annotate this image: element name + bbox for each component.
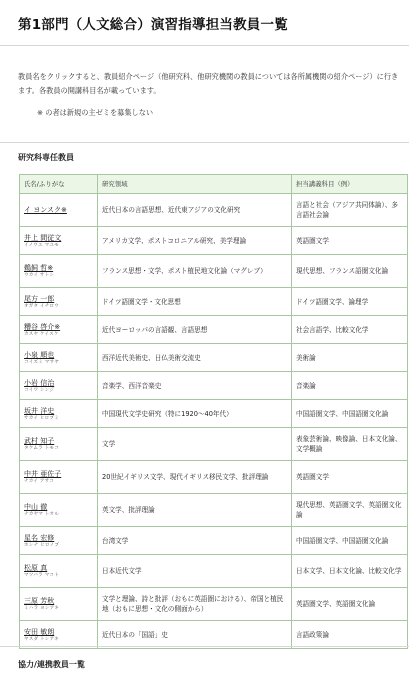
- field-cell: 文学と理論、詩と批評（おもに英語圏における）、帝国と植民地（おもに思想・文化の側面から）: [98, 588, 292, 621]
- field-cell: 近代日本の「国語」史: [98, 621, 292, 649]
- courses-cell: 中国語圏文学、中国語圏文化論: [292, 400, 408, 428]
- table-row: [20, 400, 408, 428]
- name-cell: [20, 400, 98, 428]
- courses-cell: 日本文学、日本文化論、比較文化学: [292, 555, 408, 588]
- courses-cell: 表象芸術論、映像論、日本文化論、文学概論: [292, 428, 408, 461]
- faculty-name-kana: ナカヤマ トオル: [24, 512, 59, 517]
- courses-cell: 言語と社会（アジア共同体論）、多言語社会論: [292, 194, 408, 227]
- name-cell: [20, 194, 98, 227]
- name-cell: [20, 255, 98, 288]
- faculty-name-kana: ウカイ サトシ: [24, 273, 55, 278]
- faculty-name-kana: ナカイ アサコ: [24, 479, 55, 484]
- name-cell: [20, 288, 98, 316]
- faculty-name-link[interactable]: 鵜飼 哲※: [24, 264, 54, 272]
- header-courses: 担当講義科目（例）: [292, 175, 408, 194]
- table-row: [20, 255, 408, 288]
- name-cell: [20, 621, 98, 649]
- faculty-name-kana: ミハラ ヨシアキ: [24, 606, 60, 611]
- name-cell: [20, 494, 98, 527]
- faculty-name-link[interactable]: 安田 敏朗: [24, 627, 55, 636]
- recruitment-note: ※ の者は新規の主ゼミを募集しない: [37, 108, 154, 117]
- header-name: 氏名/ふりがな: [20, 175, 98, 194]
- faculty-name-link[interactable]: 小泉 順也: [24, 350, 55, 359]
- courses-cell: 現代思想、英語圏文学、英語圏文化論: [292, 494, 408, 527]
- table-row: [20, 316, 408, 344]
- faculty-name-link[interactable]: 小岩 信治: [24, 378, 55, 387]
- faculty-name-link[interactable]: 尾方 一郎: [24, 294, 55, 303]
- faculty-name-kana: コイワ シンジ: [24, 387, 55, 393]
- name-cell: [20, 372, 98, 400]
- faculty-name-kana: ホシナ ヒロノブ: [24, 542, 60, 548]
- table-row: [20, 494, 408, 527]
- name-cell: [20, 227, 98, 255]
- name-cell: [20, 527, 98, 555]
- field-cell: 近代日本の言語思想、近代東アジアの文化研究: [98, 194, 292, 227]
- table-row: [20, 288, 408, 316]
- courses-cell: 社会言語学、比較文化学: [292, 316, 408, 344]
- bottom-section-divider: [0, 646, 409, 647]
- section-heading-research-faculty: 研究科専任教員: [18, 153, 74, 162]
- table-row: [20, 527, 408, 555]
- field-cell: 音楽学、西洋音楽史: [98, 372, 292, 400]
- courses-cell: 英語圏文学: [292, 461, 408, 494]
- faculty-name-link[interactable]: 星名 宏修: [24, 533, 55, 542]
- name-cell: [20, 428, 98, 461]
- faculty-name-link[interactable]: 糟谷 啓介※: [24, 322, 61, 331]
- faculty-name-link[interactable]: 武村 知子: [24, 437, 55, 445]
- table-row: [20, 344, 408, 372]
- header-field: 研究領域: [98, 175, 292, 194]
- name-cell: [20, 588, 98, 621]
- name-cell: [20, 316, 98, 344]
- faculty-name-link[interactable]: 井上 間従文: [24, 233, 62, 242]
- faculty-name-kana: コイズミ マサヤ: [24, 359, 60, 365]
- table-row: [20, 588, 408, 621]
- courses-cell: ドイツ語圏文学、論理学: [292, 288, 408, 316]
- faculty-name-link[interactable]: 三原 芳秋: [24, 597, 55, 605]
- field-cell: ドイツ語圏文学・文化思想: [98, 288, 292, 316]
- field-cell: 日本近代文学: [98, 555, 292, 588]
- faculty-name-kana: サカイ ヒロブミ: [24, 415, 59, 421]
- table-row: [20, 428, 408, 461]
- field-cell: 英文学、批評理論: [98, 494, 292, 527]
- courses-cell: 中国語圏文学、中国語圏文化論: [292, 527, 408, 555]
- section-heading-cooperating-faculty: 協力/連携教員一覧: [18, 660, 85, 669]
- name-cell: [20, 344, 98, 372]
- faculty-name-link[interactable]: 坂井 洋史: [24, 406, 55, 415]
- field-cell: 西洋近代美術史、日仏美術交流史: [98, 344, 292, 372]
- field-cell: 文学: [98, 428, 292, 461]
- faculty-name-link[interactable]: イ ヨンスク※: [24, 206, 67, 214]
- faculty-name-kana: イノウエ マユモ: [24, 242, 59, 248]
- faculty-name-kana: カスヤ ケイスケ: [24, 331, 59, 337]
- section-divider: [0, 142, 409, 143]
- faculty-name-kana: オガタ イチロウ: [24, 303, 60, 309]
- courses-cell: 英語圏文学、英語圏文化論: [292, 588, 408, 621]
- table-row: [20, 461, 408, 494]
- faculty-name-link[interactable]: 松原 真: [24, 564, 48, 572]
- table-header-row: [20, 175, 408, 194]
- name-cell: [20, 555, 98, 588]
- courses-cell: 音楽論: [292, 372, 408, 400]
- intro-text: 教員名をクリックすると、教員紹介ページ（他研究科、他研究機関の教員については各所属機関の紹介ページ）に行きます。各教員の開講科目名が載っています。: [18, 72, 399, 95]
- field-cell: 近代ヨーロッパの言語観、言語思想: [98, 316, 292, 344]
- faculty-name-link[interactable]: 中山 徹: [24, 503, 48, 511]
- table-row: [20, 621, 408, 649]
- faculty-name-kana: タケムラ トモコ: [24, 446, 59, 451]
- field-cell: フランス思想・文学、ポスト植民地文化論（マグレブ）: [98, 255, 292, 288]
- faculty-table: [19, 174, 408, 649]
- faculty-name-kana: ヤスダ トシアキ: [24, 636, 59, 642]
- courses-cell: 美術論: [292, 344, 408, 372]
- faculty-name-kana: マツバラ マコト: [24, 573, 59, 578]
- title-divider: [0, 45, 409, 46]
- courses-cell: 現代思想、フランス語圏文化論: [292, 255, 408, 288]
- table-row: [20, 555, 408, 588]
- field-cell: 台湾文学: [98, 527, 292, 555]
- field-cell: 中国現代文学史研究（特に1920～40年代）: [98, 400, 292, 428]
- page-title: 第1部門（人文総合）演習指導担当教員一覧: [18, 17, 288, 33]
- table-row: [20, 372, 408, 400]
- table-row: [20, 227, 408, 255]
- name-cell: [20, 461, 98, 494]
- field-cell: 20世紀イギリス文学、現代イギリス移民文学、批評理論: [98, 461, 292, 494]
- field-cell: アメリカ文学、ポストコロニアル研究、美学理論: [98, 227, 292, 255]
- faculty-name-link[interactable]: 中井 亜佐子: [24, 470, 62, 478]
- courses-cell: 英語圏文学: [292, 227, 408, 255]
- table-row: [20, 194, 408, 227]
- courses-cell: 言語政策論: [292, 621, 408, 649]
